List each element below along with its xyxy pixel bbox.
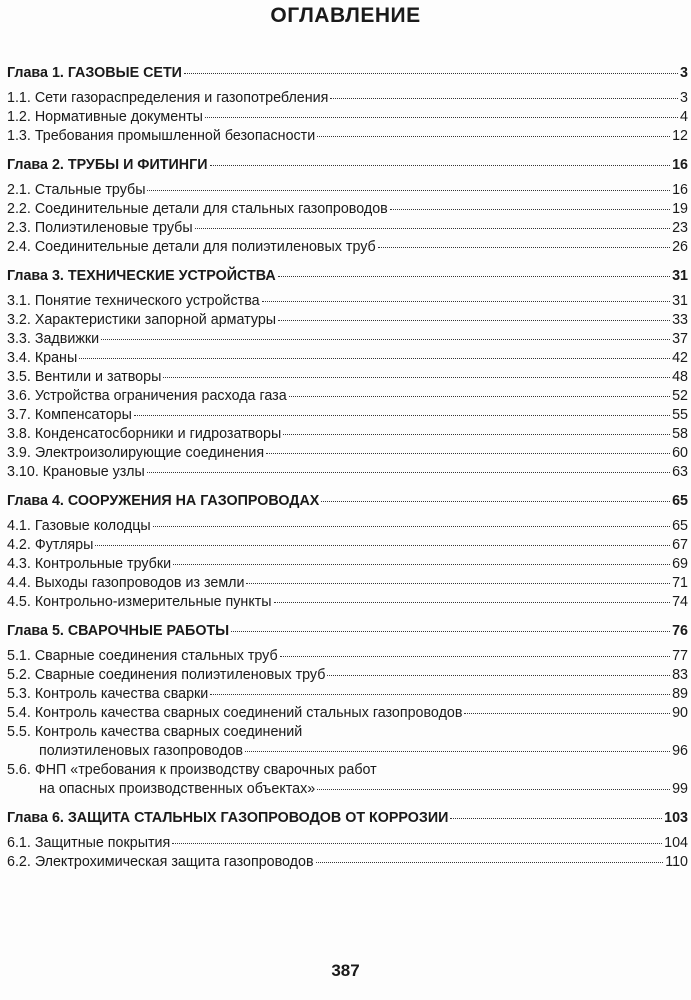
dot-leader: [262, 301, 671, 302]
toc-page-number: 69: [672, 556, 688, 572]
toc-section: [7, 292, 688, 311]
toc-section: [7, 406, 688, 425]
toc-page-number: 12: [672, 128, 688, 144]
toc-label: 3.6. Устройства ограничения расхода газа: [7, 388, 287, 404]
toc-label: 4.2. Футляры: [7, 537, 94, 553]
dot-leader: [278, 276, 670, 277]
dot-leader: [205, 117, 678, 118]
toc-section: [7, 834, 688, 853]
dot-leader: [231, 631, 670, 632]
toc-label: 6.1. Защитные покрытия: [7, 835, 171, 851]
toc-page-number: 3: [680, 90, 688, 106]
toc-section: [7, 219, 688, 238]
toc-section: [7, 647, 688, 666]
toc-label: 5.3. Контроль качества сварки: [7, 686, 209, 702]
dot-leader: [153, 526, 670, 527]
dot-leader: [195, 228, 670, 229]
toc-section: [7, 368, 688, 387]
toc-section: [7, 425, 688, 444]
dot-leader: [95, 545, 670, 546]
toc-chapter: [7, 156, 688, 175]
toc-page-number: 58: [672, 426, 688, 442]
toc-label: 2.2. Соединительные детали для стальных газопроводов: [7, 201, 388, 217]
toc-section: [7, 555, 688, 574]
toc-page-number: 65: [672, 493, 688, 509]
toc-page-number: 99: [672, 781, 688, 797]
toc-label: 3.7. Компенсаторы: [7, 407, 132, 423]
toc-page-number: 19: [672, 201, 688, 217]
toc-label: Глава 3. ТЕХНИЧЕСКИЕ УСТРОЙСТВА: [7, 268, 276, 284]
toc-page-number: 103: [664, 810, 688, 826]
dot-leader: [245, 751, 670, 752]
toc-section: [7, 723, 688, 761]
dot-leader: [316, 862, 664, 863]
toc-page-number: 31: [672, 293, 688, 309]
toc-label: Глава 2. ТРУБЫ И ФИТИНГИ: [7, 157, 208, 173]
toc-chapter: [7, 622, 688, 641]
toc-label: 4.1. Газовые колодцы: [7, 518, 151, 534]
dot-leader: [317, 136, 670, 137]
toc-page-number: 33: [672, 312, 688, 328]
toc-section: [7, 463, 688, 482]
toc-chapter: [7, 809, 688, 828]
toc-page-number: 3: [680, 65, 688, 81]
toc-label: 4.3. Контрольные трубки: [7, 556, 172, 572]
toc-label: 1.2. Нормативные документы: [7, 109, 203, 125]
toc-label: 3.4. Краны: [7, 350, 78, 366]
toc-label: 3.10. Крановые узлы: [7, 464, 145, 480]
dot-leader: [330, 98, 678, 99]
toc-page-number: 90: [672, 705, 688, 721]
toc-label-line: 5.6. ФНП «требования к производству сварочных работ: [7, 762, 377, 778]
toc-label-line: 5.5. Контроль качества сварных соединений: [7, 724, 303, 740]
toc-label: 3.8. Конденсатосборники и гидрозатворы: [7, 426, 282, 442]
toc-section: [7, 536, 688, 555]
toc-chapter: [7, 492, 688, 511]
dot-leader: [390, 209, 670, 210]
toc-section: [7, 517, 688, 536]
table-of-contents: [7, 64, 688, 872]
toc-page-number: 23: [672, 220, 688, 236]
toc-page-number: 37: [672, 331, 688, 347]
dot-leader: [266, 453, 670, 454]
toc-label: Глава 5. СВАРОЧНЫЕ РАБОТЫ: [7, 623, 230, 639]
toc-page-number: 104: [664, 835, 688, 851]
dot-leader: [173, 564, 670, 565]
toc-page-number: 67: [672, 537, 688, 553]
toc-page-number: 77: [672, 648, 688, 664]
toc-section: [7, 200, 688, 219]
toc-label: 2.4. Соединительные детали для полиэтиленовых труб: [7, 239, 376, 255]
toc-section: [7, 127, 688, 146]
toc-section: [7, 444, 688, 463]
dot-leader: [210, 165, 671, 166]
toc-label: 2.3. Полиэтиленовые трубы: [7, 220, 193, 236]
dot-leader: [464, 713, 670, 714]
toc-chapter: [7, 267, 688, 286]
toc-page-number: 74: [672, 594, 688, 610]
toc-label: 1.3. Требования промышленной безопасности: [7, 128, 316, 144]
toc-label: Глава 6. ЗАЩИТА СТАЛЬНЫХ ГАЗОПРОВОДОВ ОТ КОРРОЗИИ: [7, 810, 449, 826]
toc-section: [7, 330, 688, 349]
dot-leader: [147, 190, 670, 191]
toc-page-number: 42: [672, 350, 688, 366]
dot-leader: [101, 339, 670, 340]
toc-label: 6.2. Электрохимическая защита газопроводов: [7, 854, 314, 870]
toc-page-number: 76: [672, 623, 688, 639]
toc-label: 5.4. Контроль качества сварных соединений стальных газопроводов: [7, 705, 463, 721]
dot-leader: [450, 818, 662, 819]
toc-section: [7, 349, 688, 368]
dot-leader: [184, 73, 678, 74]
toc-page-number: 55: [672, 407, 688, 423]
toc-page-number: 110: [665, 854, 688, 870]
toc-section: [7, 181, 688, 200]
dot-leader: [280, 656, 670, 657]
dot-leader: [147, 472, 670, 473]
toc-label: 3.3. Задвижки: [7, 331, 100, 347]
dot-leader: [246, 583, 670, 584]
toc-label: 4.4. Выходы газопроводов из земли: [7, 575, 245, 591]
toc-section: [7, 761, 688, 799]
toc-label: 3.9. Электроизолирующие соединения: [7, 445, 265, 461]
toc-page-number: 26: [672, 239, 688, 255]
dot-leader: [274, 602, 671, 603]
dot-leader: [327, 675, 670, 676]
dot-leader: [278, 320, 670, 321]
dot-leader: [317, 789, 670, 790]
dot-leader: [321, 501, 670, 502]
toc-page-number: 16: [672, 157, 688, 173]
toc-section: [7, 89, 688, 108]
toc-section: [7, 574, 688, 593]
toc-label: 1.1. Сети газораспределения и газопотребления: [7, 90, 329, 106]
toc-section: [7, 108, 688, 127]
toc-page-number: 71: [672, 575, 688, 591]
toc-page-number: 31: [672, 268, 688, 284]
toc-page-number: 96: [672, 743, 688, 759]
toc-section: [7, 593, 688, 612]
dot-leader: [283, 434, 670, 435]
dot-leader: [79, 358, 670, 359]
toc-section: [7, 238, 688, 257]
toc-label: 5.2. Сварные соединения полиэтиленовых труб: [7, 667, 326, 683]
toc-label-line: полиэтиленовых газопроводов: [39, 743, 243, 759]
dot-leader: [378, 247, 670, 248]
toc-label: Глава 1. ГАЗОВЫЕ СЕТИ: [7, 65, 182, 81]
toc-chapter: [7, 64, 688, 83]
toc-page-number: 65: [672, 518, 688, 534]
toc-label: 2.1. Стальные трубы: [7, 182, 146, 198]
dot-leader: [163, 377, 670, 378]
toc-label: 3.5. Вентили и затворы: [7, 369, 162, 385]
toc-label: Глава 4. СООРУЖЕНИЯ НА ГАЗОПРОВОДАХ: [7, 493, 320, 509]
toc-section: [7, 311, 688, 330]
toc-page-number: 83: [672, 667, 688, 683]
toc-label: 3.2. Характеристики запорной арматуры: [7, 312, 277, 328]
page-number: 387: [331, 961, 360, 980]
toc-label-line: на опасных производственных объектах»: [39, 781, 316, 797]
toc-page-number: 63: [672, 464, 688, 480]
toc-page-number: 89: [672, 686, 688, 702]
toc-page-number: 4: [680, 109, 688, 125]
dot-leader: [210, 694, 670, 695]
toc-label: 5.1. Сварные соединения стальных труб: [7, 648, 278, 664]
toc-section: [7, 704, 688, 723]
toc-section: [7, 387, 688, 406]
toc-page-number: 48: [672, 369, 688, 385]
dot-leader: [172, 843, 662, 844]
toc-label: 4.5. Контрольно-измерительные пункты: [7, 594, 272, 610]
toc-section: [7, 666, 688, 685]
toc-page-number: 60: [672, 445, 688, 461]
dot-leader: [289, 396, 670, 397]
toc-section: [7, 685, 688, 704]
toc-section: [7, 853, 688, 872]
toc-label: 3.1. Понятие технического устройства: [7, 293, 260, 309]
toc-page-number: 16: [672, 182, 688, 198]
toc-page-number: 52: [672, 388, 688, 404]
dot-leader: [134, 415, 670, 416]
page-title: ОГЛАВЛЕНИЕ: [270, 4, 421, 27]
